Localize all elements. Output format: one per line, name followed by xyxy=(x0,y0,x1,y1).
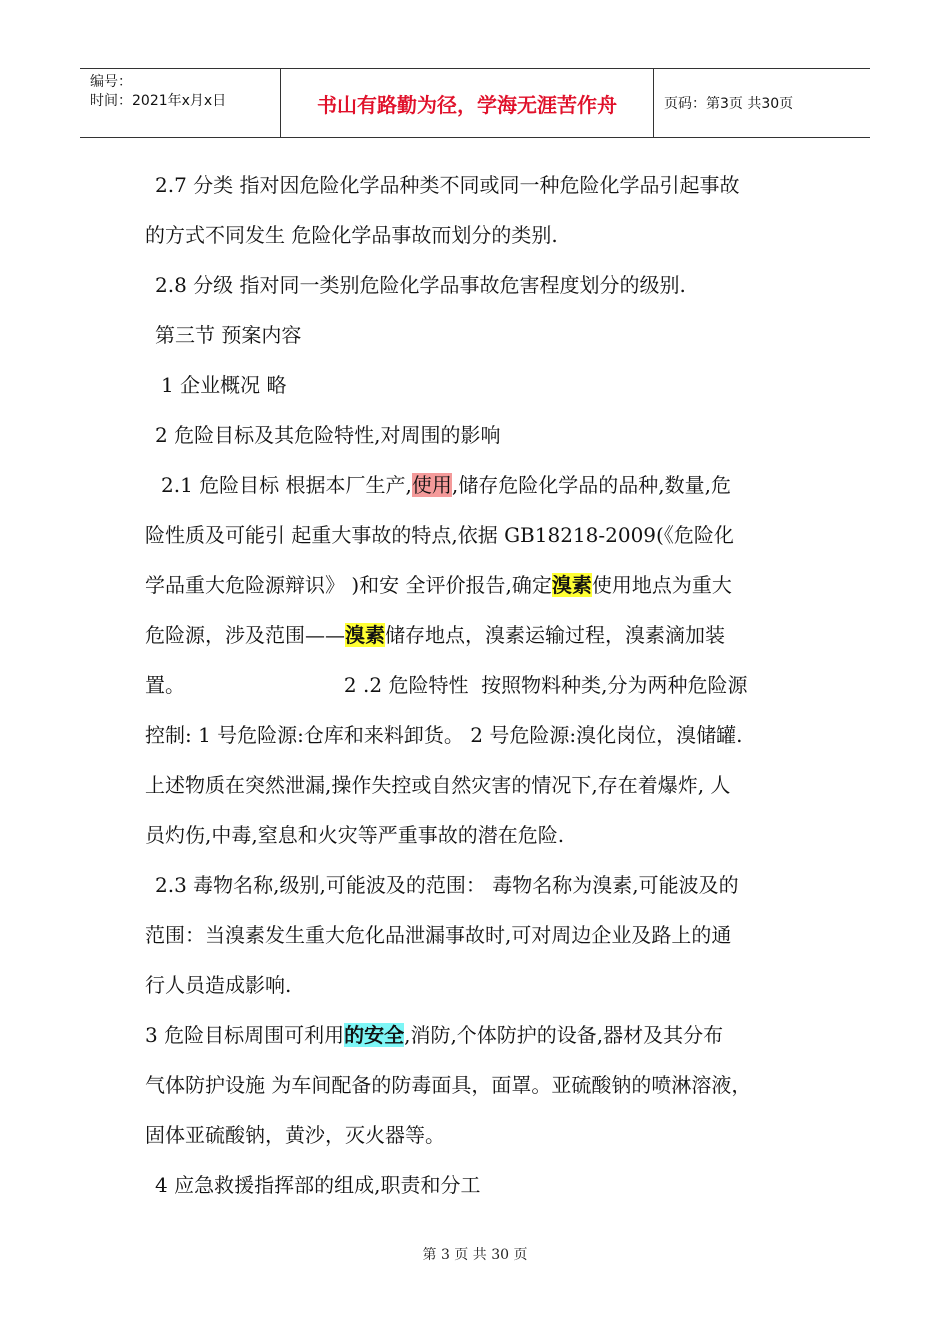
highlighted-text: 使用 xyxy=(411,473,452,497)
text-line: 2.8 分级 指对同一类别危险化学品事故危害程度划分的级别. xyxy=(155,273,686,297)
text-span: 储存地点，溴素运输过程，溴素滴加装 xyxy=(385,623,725,647)
page-footer: 第 3 页 共 30 页 xyxy=(422,1247,528,1263)
text-line: 2.3 毒物名称,级别,可能波及的范围： 毒物名称为溴素,可能波及的 xyxy=(155,873,739,897)
text-line: 置。 2 .2 危险特性 按照物料种类,分为两种危险源 xyxy=(145,673,748,697)
text-line xyxy=(145,610,815,660)
text-span: 危险源，涉及范围—— xyxy=(145,623,345,647)
text-line: 气体防护设施 为车间配备的防毒面具，面罩。亚硫酸钠的喷淋溶液， xyxy=(145,1073,752,1097)
text-line: 员灼伤,中毒,窒息和火灾等严重事故的潜在危险. xyxy=(145,823,565,847)
document-body xyxy=(145,160,815,1210)
header-motto: 书山有路勤为径，学海无涯苦作舟 xyxy=(281,69,654,137)
text-line: 4 应急救援指挥部的组成,职责和分工 xyxy=(155,1173,481,1197)
text-span: 2.1 危险目标 根据本厂生产, xyxy=(161,473,412,497)
document-number: 编号： xyxy=(90,74,132,90)
text-line xyxy=(145,560,815,610)
text-line xyxy=(145,1010,815,1060)
text-span: 学品重大危险源辩识》 )和安 全评价报告,确定 xyxy=(145,573,552,597)
highlighted-text: 溴素 xyxy=(551,573,592,597)
document-date: 时间：2021年x月x日 xyxy=(90,93,227,109)
text-line: 1 企业概况 略 xyxy=(161,373,287,397)
text-line: 2 危险目标及其危险特性,对周围的影响 xyxy=(155,423,501,447)
header-meta xyxy=(80,69,281,137)
header-page-info: 页码：第3页 共30页 xyxy=(664,96,794,112)
highlighted-text: 的安全 xyxy=(344,1023,405,1047)
text-line: 固体亚硫酸钠，黄沙，灭火器等。 xyxy=(145,1123,445,1147)
text-line xyxy=(145,460,815,510)
text-line: 上述物质在突然泄漏,操作失控或自然灾害的情况下,存在着爆炸, 人 xyxy=(145,773,731,797)
text-span: 3 危险目标周围可利用 xyxy=(145,1023,345,1047)
text-line: 的方式不同发生 危险化学品事故而划分的类别. xyxy=(145,223,558,247)
page-header xyxy=(80,68,870,138)
text-line: 控制: 1 号危险源:仓库和来料卸货。 2 号危险源:溴化岗位，溴储罐. xyxy=(145,723,743,747)
text-span: ,储存危险化学品的品种,数量,危 xyxy=(451,473,731,497)
text-line: 行人员造成影响. xyxy=(145,973,292,997)
text-span: 使用地点为重大 xyxy=(591,573,732,597)
text-line: 险性质及可能引 起重大事故的特点,依据 GB18218-2009(《危险化 xyxy=(145,523,734,547)
text-span: ,消防,个体防护的设备,器材及其分布 xyxy=(404,1023,724,1047)
text-line: 范围：当溴素发生重大危化品泄漏事故时,可对周边企业及路上的通 xyxy=(145,923,732,947)
text-line: 2.7 分类 指对因危险化学品种类不同或同一种危险化学品引起事故 xyxy=(155,173,740,197)
highlighted-text: 溴素 xyxy=(345,623,385,647)
section-heading: 第三节 预案内容 xyxy=(155,323,302,347)
